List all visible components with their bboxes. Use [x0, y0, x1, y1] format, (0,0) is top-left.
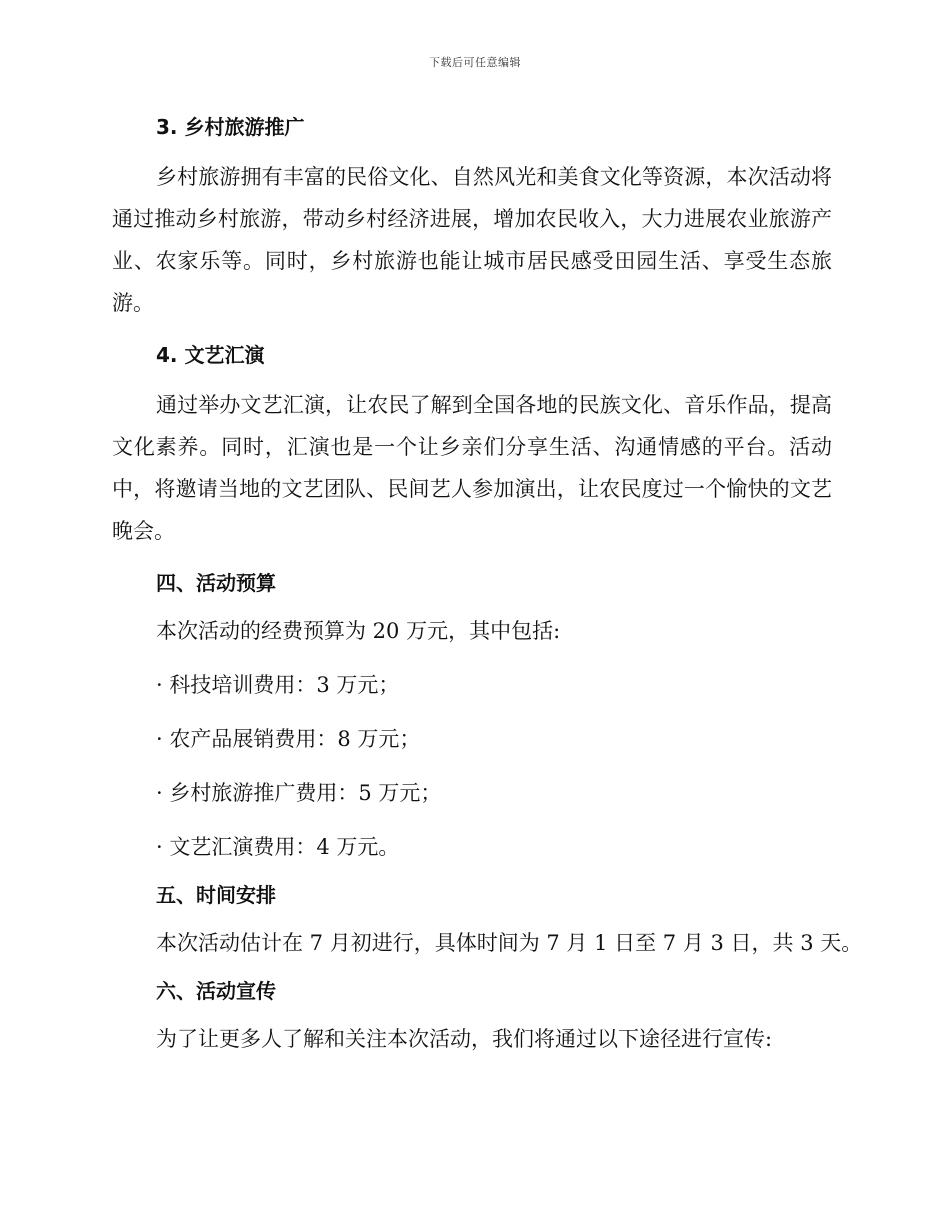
- paragraph-art-performance: 通过举办文艺汇演，让农民了解到全国各地的民族文化、音乐作品，提高文化素养。同时，汇演也是一个让乡亲们分享生活、沟通情感的平台。活动中，将邀请当地的文艺团队、民间艺人参加演出，让农民度过一个愉快的文艺晚会。: [112, 393, 832, 543]
- document-body: [112, 112, 863, 1060]
- budget-item: · 乡村旅游推广费用：5 万元；: [156, 781, 442, 805]
- budget-item: · 文艺汇演费用：4 万元。: [156, 835, 400, 859]
- section-heading-art-performance: 4. 文艺汇演: [156, 343, 265, 367]
- budget-intro: 本次活动的经费预算为 20 万元，其中包括:: [156, 619, 561, 643]
- section-heading-schedule: 五、时间安排: [156, 883, 276, 907]
- section-heading-promotion: 六、活动宣传: [156, 979, 276, 1003]
- budget-item: · 科技培训费用：3 万元；: [156, 673, 400, 697]
- budget-item: · 农产品展销费用：8 万元；: [156, 727, 421, 751]
- paragraph-schedule: 本次活动估计在 7 月初进行，具体时间为 7 月 1 日至 7 月 3 日，共 3 天。: [156, 931, 863, 955]
- page-header: 下载后可任意编辑: [429, 56, 521, 69]
- paragraph-promotion: 为了让更多人了解和关注本次活动，我们将通过以下途径进行宣传:: [156, 1027, 773, 1051]
- paragraph-rural-tourism: 乡村旅游拥有丰富的民俗文化、自然风光和美食文化等资源，本次活动将通过推动乡村旅游，带动乡村经济进展，增加农民收入，大力进展农业旅游产业、农家乐等。同时，乡村旅游也能让城市居民感受田园生活、享受生态旅游。: [112, 165, 832, 315]
- section-heading-rural-tourism: 3. 乡村旅游推广: [156, 115, 305, 139]
- section-heading-budget: 四、活动预算: [156, 571, 276, 595]
